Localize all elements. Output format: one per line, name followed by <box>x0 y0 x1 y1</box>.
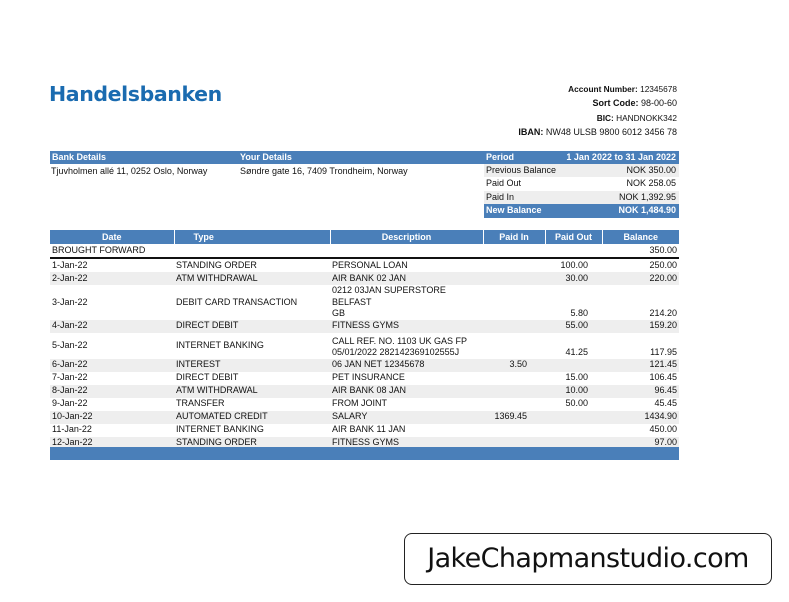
paid-out-cell: 10.00 <box>545 385 602 398</box>
description-line-1: FROM JOINT <box>332 398 387 409</box>
paid-out-cell: 5.80 <box>570 308 588 318</box>
description-cell <box>330 320 483 333</box>
table-footer-bar <box>50 447 679 460</box>
balance-cell: 121.45 <box>602 359 679 372</box>
iban-line: IBAN: NW48 ULSB 9800 6012 3456 78 <box>518 127 677 138</box>
description-line-1: PERSONAL LOAN <box>332 259 408 270</box>
account-info <box>518 82 677 140</box>
date-cell: 5-Jan-22 <box>52 339 88 350</box>
bic-line: BIC: HANDNOKK342 <box>596 112 677 123</box>
date-cell: 4-Jan-22 <box>50 320 174 333</box>
col-header-paid-out: Paid Out <box>545 230 602 244</box>
paid-out-cell: 15.00 <box>565 372 588 383</box>
bank-details-label: Bank Details <box>52 152 107 162</box>
description-line-2: GB <box>332 308 346 318</box>
description-line-1: SALARY <box>332 411 368 422</box>
period-label: Period <box>486 152 515 162</box>
paid-in-cell <box>483 372 545 385</box>
brought-forward-label: BROUGHT FORWARD <box>50 244 602 258</box>
date-cell: 10-Jan-22 <box>50 411 174 424</box>
description-cell <box>330 272 483 285</box>
description-line-1: CALL REF. NO. 1103 UK GAS FP <box>332 335 468 346</box>
date-cell: 9-Jan-22 <box>52 398 88 409</box>
details-header-band <box>50 151 679 164</box>
paid-out-cell <box>545 411 602 424</box>
col-header-description: Description <box>330 230 483 244</box>
date-cell: 3-Jan-22 <box>52 296 88 307</box>
balance-cell: 97.00 <box>602 437 679 450</box>
balance-cell: 250.00 <box>649 259 677 270</box>
table-row <box>50 424 679 437</box>
description-cell <box>330 258 483 272</box>
description-cell <box>330 424 483 437</box>
paid-in-cell <box>483 424 545 437</box>
table-row <box>50 320 679 333</box>
paid-in-cell <box>483 385 545 398</box>
paid-out-cell <box>545 359 602 372</box>
balance-cell: 117.95 <box>650 347 677 357</box>
paid-out-cell: 50.00 <box>565 398 588 409</box>
iban: NW48 ULSB 9800 6012 3456 78 <box>545 127 677 138</box>
type-cell: INTEREST <box>174 359 330 372</box>
table-row <box>50 411 679 424</box>
paid-out-cell <box>545 424 602 437</box>
type-cell: DIRECT DEBIT <box>174 320 330 333</box>
description-line-1: FITNESS GYMS <box>332 320 400 331</box>
table-row <box>50 385 679 398</box>
type-cell: DEBIT CARD TRANSACTION <box>176 296 298 307</box>
type-cell: STANDING ORDER <box>176 259 257 270</box>
table-row <box>50 333 679 359</box>
bic-code: HANDNOKK342 <box>616 112 677 123</box>
type-cell: AUTOMATED CREDIT <box>174 411 330 424</box>
paid-out-cell: 100.00 <box>560 259 588 270</box>
balance-summary <box>484 164 679 218</box>
table-row <box>50 272 679 285</box>
account-number: 12345678 <box>640 84 677 94</box>
description-line-1: 06 JAN NET 12345678 <box>332 359 425 370</box>
description-line-1: FITNESS GYMS <box>332 437 400 448</box>
customer-address: Søndre gate 16, 7409 Trondheim, Norway <box>240 166 408 176</box>
sort-code: 98-00-60 <box>640 98 677 109</box>
description-cell <box>330 359 483 372</box>
description-cell <box>330 385 483 398</box>
transactions-table <box>50 230 679 450</box>
description-line-2: 05/01/2022 282142369102555J <box>332 347 460 357</box>
bank-logo: Handelsbanken <box>49 82 222 106</box>
summary-row-new-balance: New Balance NOK 1,484.90 <box>484 204 679 217</box>
summary-row-paid-in: Paid In NOK 1,392.95 <box>484 191 679 204</box>
col-header-type: Type <box>174 230 330 244</box>
table-row <box>50 359 679 372</box>
description-cell <box>330 333 483 359</box>
col-header-paid-in: Paid In <box>483 230 545 244</box>
balance-cell: 450.00 <box>649 424 677 435</box>
watermark-stamp <box>404 533 772 585</box>
date-cell: 12-Jan-22 <box>50 437 174 450</box>
type-cell: DIRECT DEBIT <box>176 372 239 383</box>
summary-row-previous-balance: Previous Balance NOK 350.00 <box>484 164 679 177</box>
paid-in-cell <box>483 398 545 411</box>
balance-cell: 220.00 <box>602 272 679 285</box>
paid-in-cell: 3.50 <box>483 359 545 372</box>
brought-forward-balance: 350.00 <box>602 244 679 258</box>
date-cell: 7-Jan-22 <box>52 372 88 383</box>
type-cell: ATM WITHDRAWAL <box>174 385 330 398</box>
balance-cell: 45.45 <box>654 398 677 409</box>
col-header-balance: Balance <box>602 230 679 244</box>
paid-in-cell <box>483 272 545 285</box>
account-number-line: Account Number: 12345678 <box>568 84 677 94</box>
table-row <box>50 285 679 320</box>
description-line-1: PET INSURANCE <box>332 372 405 383</box>
table-header-row <box>50 230 679 244</box>
paid-out-cell: 41.25 <box>565 347 588 357</box>
date-cell: 8-Jan-22 <box>50 385 174 398</box>
description-line-1: AIR BANK 08 JAN <box>332 385 407 396</box>
paid-in-cell <box>483 285 545 320</box>
balance-cell: 106.45 <box>649 372 677 383</box>
brought-forward-row <box>50 244 679 258</box>
bank-address: Tjuvholmen allé 11, 0252 Oslo, Norway <box>51 166 208 176</box>
paid-in-cell <box>483 258 545 272</box>
description-cell <box>330 285 483 320</box>
description-cell <box>330 398 483 411</box>
date-cell: 2-Jan-22 <box>50 272 174 285</box>
type-cell: ATM WITHDRAWAL <box>174 272 330 285</box>
description-line-1: 0212 03JAN SUPERSTORE BELFAST <box>332 285 446 307</box>
col-header-date: Date <box>50 230 174 244</box>
type-cell: TRANSFER <box>176 398 225 409</box>
description-cell <box>330 372 483 385</box>
type-cell: STANDING ORDER <box>174 437 330 450</box>
paid-in-cell <box>483 320 545 333</box>
date-cell: 11-Jan-22 <box>52 424 92 435</box>
paid-out-cell: 30.00 <box>545 272 602 285</box>
watermark-text: JakeChapmanstudio.com <box>427 543 749 574</box>
paid-in-cell: 1369.45 <box>483 411 545 424</box>
summary-row-paid-out: Paid Out NOK 258.05 <box>486 178 676 189</box>
description-cell <box>330 411 483 424</box>
sort-code-line: Sort Code: 98-00-60 <box>592 98 677 109</box>
date-cell: 6-Jan-22 <box>50 359 174 372</box>
table-row <box>50 372 679 385</box>
balance-cell: 1434.90 <box>602 411 679 424</box>
date-cell: 1-Jan-22 <box>52 259 88 270</box>
type-cell: INTERNET BANKING <box>176 424 264 435</box>
table-row <box>50 398 679 411</box>
description-line-1: AIR BANK 02 JAN <box>332 272 407 283</box>
balance-cell: 96.45 <box>602 385 679 398</box>
table-row <box>50 258 679 272</box>
period-value: 1 Jan 2022 to 31 Jan 2022 <box>566 152 676 162</box>
type-cell: INTERNET BANKING <box>176 339 264 350</box>
paid-out-cell: 55.00 <box>545 320 602 333</box>
description-line-1: AIR BANK 11 JAN <box>332 424 406 435</box>
balance-cell: 214.20 <box>649 308 677 318</box>
balance-cell: 159.20 <box>602 320 679 333</box>
your-details-label: Your Details <box>240 152 292 162</box>
paid-in-cell <box>483 333 545 359</box>
